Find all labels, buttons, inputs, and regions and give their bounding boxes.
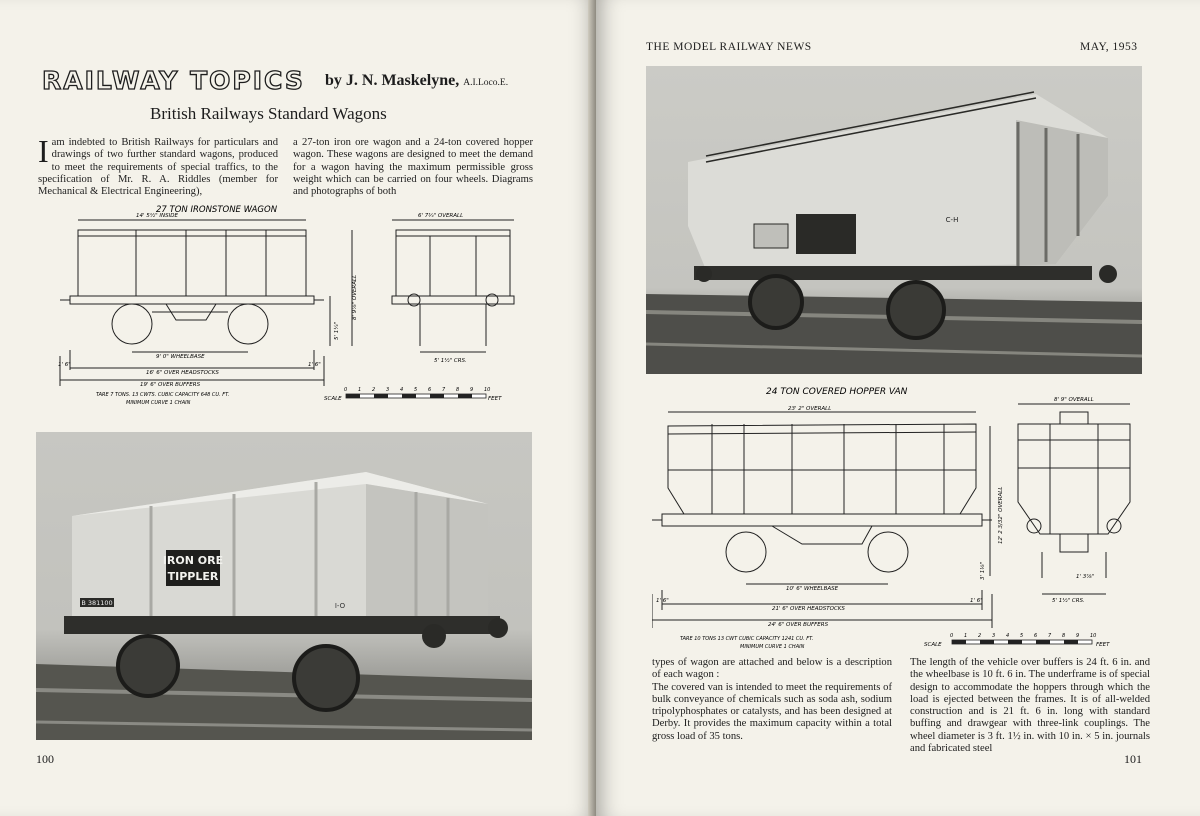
author: by J. N. Maskelyne,	[325, 72, 460, 89]
hopper-scale-number: 4	[1006, 633, 1010, 639]
ironstone-scale-number: 10	[484, 387, 491, 393]
ironstone-scale-number: 7	[442, 387, 446, 393]
ironstone-wagon-drawing	[56, 200, 526, 410]
drop-cap: I	[38, 133, 49, 169]
hopper-feet-label: FEET	[1096, 642, 1110, 648]
tare-label: TARE 7 TONS. 13 CWTS. CUBIC CAPACITY 648 CU. FT.	[96, 392, 230, 398]
wagon-sign-line-2: TIPPLER	[167, 570, 219, 583]
hopper-tare: TARE 10 TONS 13 CWT CUBIC CAPACITY 1241 CU. FT.	[680, 636, 814, 642]
section-title: RAILWAY TOPICS	[42, 66, 305, 95]
iron-ore-tippler-photo	[36, 432, 532, 740]
centres-label: 5' 1½" CRS.	[434, 358, 467, 364]
body-column-2: The length of the vehicle over buffers is 24 ft. 6 in. and the wheelbase is 10 ft. 6 in. The underframe is of special design to accommodate the hoppers through which the load is ejected between the frames. It is of all-welded construction and is 21 ft. 6 in. long with standard buffing and drawgear with three-link couplings. The wheel diameter is 3 ft. 1½ in. with 10 in. × 5 in. journals and fabricated steel	[910, 657, 1150, 755]
hopper-scale-number: 6	[1034, 633, 1038, 639]
overall-width-label: 6' 7¾" OVERALL	[418, 213, 464, 219]
wagon-number: B 381100	[81, 599, 113, 607]
ironstone-scale-number: 0	[344, 387, 348, 393]
wagon-side-code: I-O	[334, 602, 346, 610]
ironstone-scale-number: 5	[414, 387, 418, 393]
hopper-scale-number: 8	[1062, 633, 1066, 639]
hopper-overall-width: 8' 9" OVERALL	[1054, 397, 1094, 403]
wagon-sign-line-1: IRON ORE	[162, 554, 224, 567]
hopper-headstocks: 21' 6" OVER HEADSTOCKS	[772, 606, 845, 612]
hopper-scale-number: 0	[950, 633, 954, 639]
article-title: British Railways Standard Wagons	[150, 104, 387, 123]
hopper-drawing-title: 24 TON COVERED HOPPER VAN	[766, 387, 908, 397]
feet-label: FEET	[488, 396, 502, 402]
hopper-right-end: 1' 6"	[970, 598, 983, 604]
running-head-title: THE MODEL RAILWAY NEWS	[646, 41, 812, 53]
intro-text-1: am indebted to British Railways for particulars and drawings of two further standard wagons, produced to meet the requirements of special traffics, to the specification of Mr. R. A. Riddles (member for Mechanical & Electrical Engineering),	[38, 137, 278, 198]
byline	[325, 72, 508, 90]
hopper-wheel: 1' 3⅞"	[1076, 574, 1095, 580]
hopper-centres: 5' 1½" CRS.	[1052, 598, 1085, 604]
overall-height-label: 8' 9⅞" OVERALL	[352, 274, 358, 320]
van-code: C-H	[945, 216, 959, 224]
hopper-scale-number: 5	[1020, 633, 1024, 639]
hopper-buffers: 24' 6" OVER BUFFERS	[768, 622, 829, 628]
intro-column-1	[38, 133, 278, 198]
headstocks-label: 16' 6" OVER HEADSTOCKS	[146, 370, 219, 376]
wheelbase-label: 9' 0" WHEELBASE	[156, 354, 205, 360]
hopper-scale-number: 3	[992, 633, 996, 639]
body-text-1: types of wagon are attached and below is a description of each wagon : The covered van is intended to meet the requirements of bulk conveyance of chemicals such as soda ash, sodium tripolyphosphates or catalysts, and has been designed at Derby. It provides the maximum capacity within a total gross load of 35 tons.	[652, 657, 892, 742]
right-end-label: 1' 6"	[308, 362, 321, 368]
ironstone-scale-number: 9	[470, 387, 474, 393]
body-column-1	[652, 657, 892, 743]
running-head-date: MAY, 1953	[1080, 41, 1138, 53]
hopper-scale-bar	[952, 640, 1092, 644]
page-number-right: 101	[1124, 752, 1142, 766]
hopper-overall-height: 12' 2 3/32" OVERALL	[998, 486, 1004, 544]
ironstone-scale-number: 4	[400, 387, 404, 393]
ironstone-drawing-title: 27 TON IRONSTONE WAGON	[156, 205, 278, 215]
buffers-label: 19' 6" OVER BUFFERS	[140, 382, 201, 388]
covered-hopper-photo	[646, 66, 1142, 374]
right-page	[596, 0, 1200, 816]
hopper-left-end: 1' 6"	[656, 598, 669, 604]
intro-column-2: a 27-ton iron ore wagon and a 24-ton covered hopper wagon. These wagons are designed to meet the demand for a wagon having the maximum permissible gross weight which can be carried on four wheels. Diagrams and photographs of both	[293, 137, 533, 198]
left-end-label: 1' 6"	[58, 362, 71, 368]
ironstone-scale-number: 2	[372, 387, 376, 393]
inside-length-label: 14' 5½" INSIDE	[136, 213, 178, 219]
hopper-scale-number: 10	[1090, 633, 1097, 639]
hopper-scale-number: 1	[964, 633, 968, 639]
hopper-wheelbase: 10' 6" WHEELBASE	[786, 586, 839, 592]
hopper-body-height: 3' 1⅛"	[980, 561, 986, 580]
hopper-overall-length: 23' 2" OVERALL	[788, 406, 832, 412]
hopper-scale-label: SCALE	[924, 642, 942, 648]
author-affiliation: A.I.Loco.E.	[463, 78, 509, 88]
ironstone-scale-number: 3	[386, 387, 390, 393]
scale-label: SCALE	[324, 396, 342, 402]
left-page	[0, 0, 596, 816]
ironstone-scale-number: 1	[358, 387, 362, 393]
hopper-scale-number: 9	[1076, 633, 1080, 639]
hopper-scale-number: 2	[978, 633, 982, 639]
body-height-label: 5' 1¼"	[334, 321, 340, 340]
ironstone-scale-number: 6	[428, 387, 432, 393]
covered-hopper-drawing	[652, 384, 1192, 652]
hopper-min-curve: MINIMUM CURVE 1 CHAIN	[740, 644, 805, 650]
scale-bar	[346, 394, 486, 398]
ironstone-scale-number: 8	[456, 387, 460, 393]
hopper-scale-number: 7	[1048, 633, 1052, 639]
min-curve-label: MINIMUM CURVE 1 CHAIN	[126, 400, 191, 406]
page-number-left: 100	[36, 752, 54, 766]
